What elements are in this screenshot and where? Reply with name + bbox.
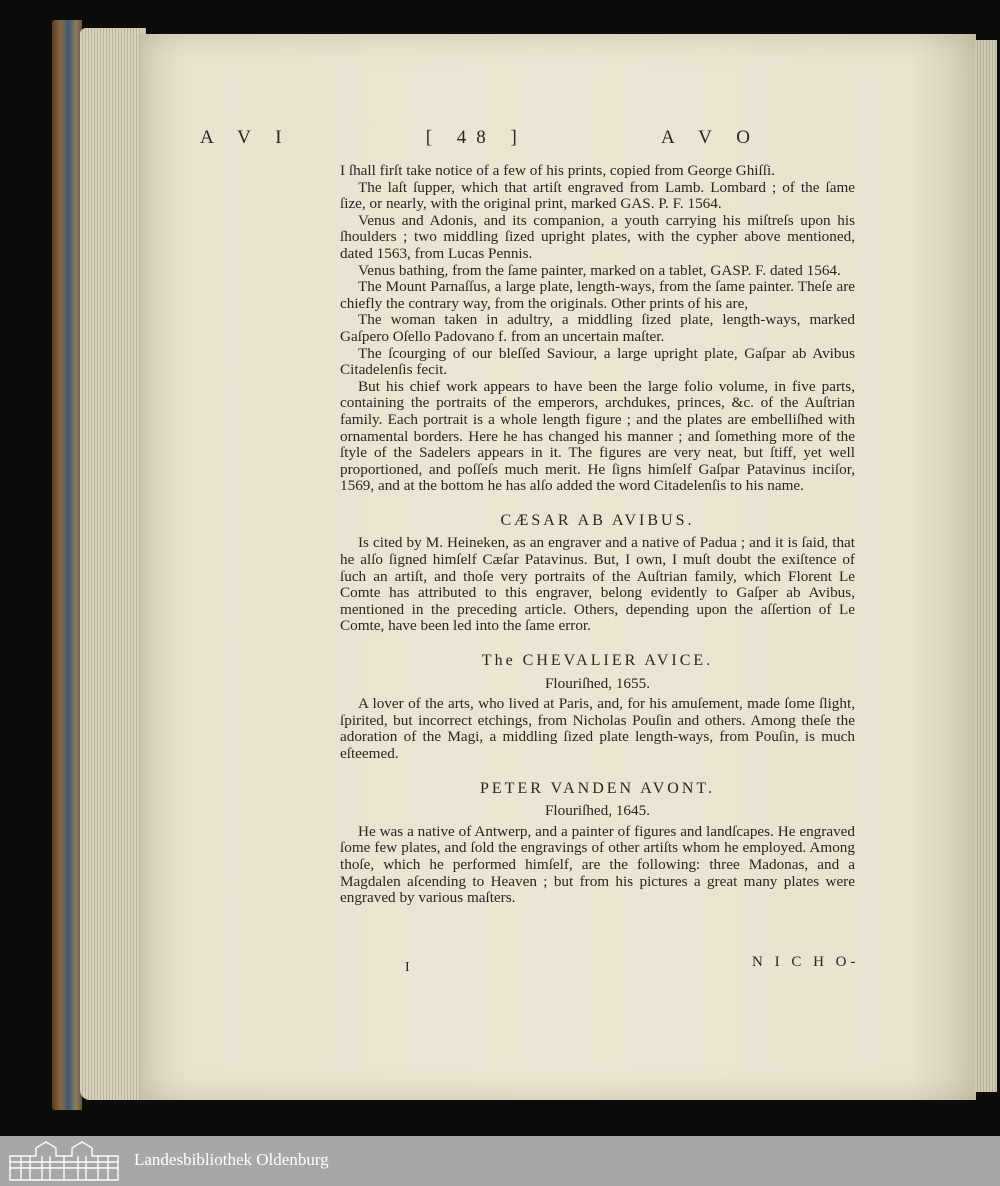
section-heading: The CHEVALIER AVICE. bbox=[481, 652, 714, 670]
paragraph: The woman taken in adultry, a middling ſized plate, length-ways, marked Gaſpero Oſello Padovano f. from an uncertain maſter. bbox=[340, 311, 855, 345]
paragraph: I ſhall firſt take notice of a few of his prints, copied from George Ghiſſi. bbox=[340, 162, 775, 179]
section-subheading: Flouriſhed, 1655. bbox=[544, 674, 651, 692]
page-number: [ 48 ] bbox=[425, 127, 527, 148]
paragraph: But his chief work appears to have been the large folio volume, in five parts, containing the portraits of the emperors, archdukes, princes, &c. of the Auſtrian family. Each portrait is a whole length figure ; and the plates are embelliſhed with ornamental borders. Here he has changed his manner ; and ſomething more of the ſtyle of the Sadelers appears in it. The figures are very neat, but ſtiff, yet well proportioned, and poſſeſs much merit. He ſigns himſelf Gaſpar Patavinus inciſor, 1569, and at the bottom he has alſo added the word Citadelenſis to his name. bbox=[340, 377, 855, 495]
page-stack-edge bbox=[80, 28, 146, 1100]
paragraph: The Mount Parnaſſus, a large plate, length-ways, from the ſame painter. Theſe are chiefly the contrary way, from the originals. Other prints of his are, bbox=[340, 278, 855, 312]
paragraph: He was a native of Antwerp, and a painter of figures and landſcapes. He engraved ſome few plates, and ſold the engravings of other artiſts whom he employed. Among thoſe, which he performed himſelf, are the following: three Madonas, and a Magdalen aſcending to Heaven ; but from his pictures a great many plates were engraved by various maſters. bbox=[340, 822, 855, 907]
library-building-icon bbox=[6, 1140, 122, 1182]
page-body bbox=[340, 163, 855, 907]
section-heading: CÆSAR AB AVIBUS. bbox=[500, 511, 695, 529]
header-left: A V I bbox=[200, 127, 292, 148]
footer-bar bbox=[0, 1136, 1000, 1186]
paragraph: The laſt ſupper, which that artiſt engraved from Lamb. Lombard ; of the ſame ſize, or nearly, with the original print, marked GAS. P. F. 1564. bbox=[340, 178, 855, 213]
section-subheading: Flouriſhed, 1645. bbox=[544, 802, 651, 820]
paragraph: The ſcourging of our bleſſed Saviour, a large upright plate, Gaſpar ab Avibus Citadelenſis fecit. bbox=[340, 344, 855, 379]
running-header bbox=[200, 127, 760, 149]
paragraph: A lover of the arts, who lived at Paris, and, for his amuſement, made ſome ſlight, ſpirited, but incorrect etchings, from Nicholas Pouſin and others. Among theſe the adoration of the Magi, a middling ſized plate length-ways, from Pouſin, is much eſteemed. bbox=[340, 695, 855, 762]
section-heading: PETER VANDEN AVONT. bbox=[480, 779, 715, 797]
paragraph: Venus and Adonis, and its companion, a youth carrying his miſtreſs upon his ſhoulders ; two middling ſized upright plates, with the cypher above mentioned, dated 1563, from Lucas Pennis. bbox=[340, 211, 855, 262]
catchword: N I C H O- bbox=[752, 954, 860, 970]
right-page-edge bbox=[975, 40, 997, 1092]
library-name: Landesbibliothek Oldenburg bbox=[134, 1150, 329, 1169]
book-cover-edge bbox=[52, 20, 82, 1110]
paragraph: Is cited by M. Heineken, as an engraver and a native of Padua ; and it is ſaid, that he alſo ſigned himſelf Cæſar Patavinus. But, I own, I muſt doubt the exiſtence of ſuch an artiſt, and thoſe very portraits of the Auſtrian family, which Florent Le Comte has attributed to this engraver, belong evidently to Gaſper ab Avibus, mentioned in the preceding article. Others, depending upon the aſſertion of Le Comte, have been led into the ſame error. bbox=[340, 534, 855, 635]
paragraph: Venus bathing, from the ſame painter, marked on a tablet, GASP. F. dated 1564. bbox=[358, 261, 841, 279]
header-right: A V O bbox=[661, 127, 760, 148]
signature-mark: I bbox=[405, 960, 410, 975]
